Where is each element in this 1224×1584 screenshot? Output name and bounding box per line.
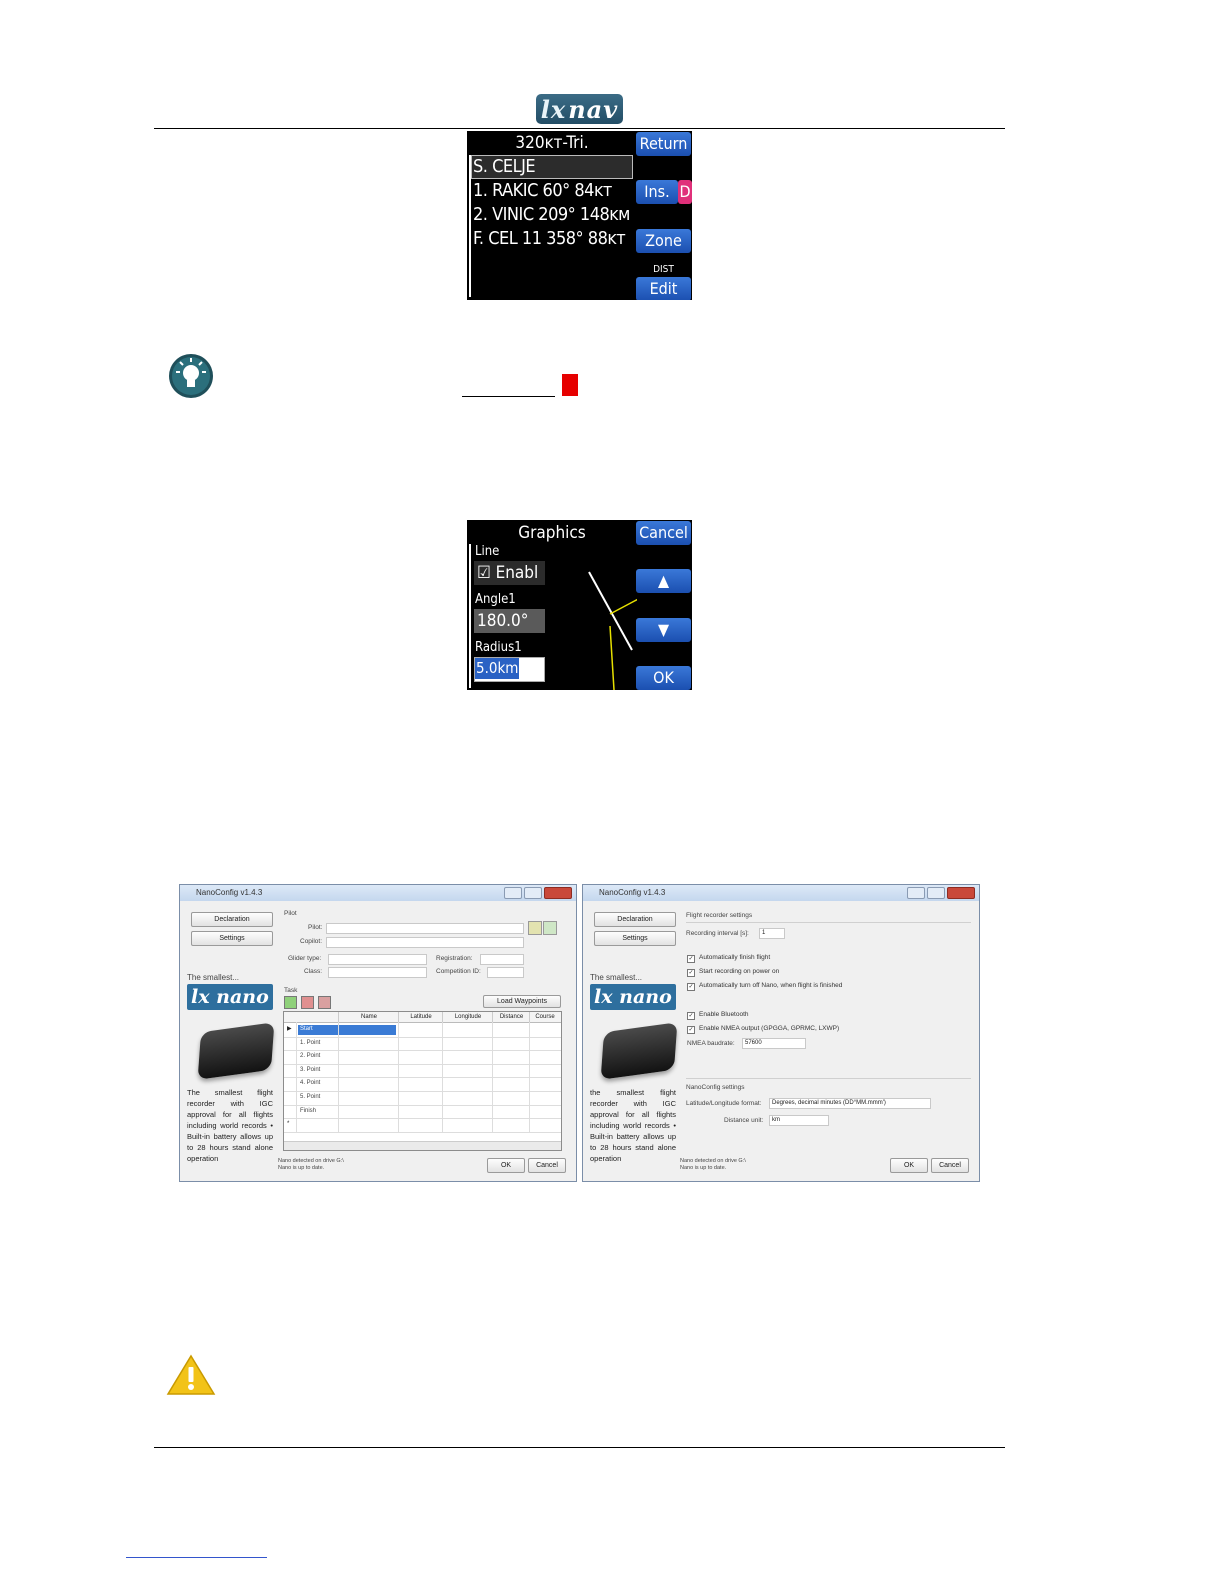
close-icon[interactable] [947,887,975,899]
enable-bluetooth-checkbox[interactable]: ✓ Enable Bluetooth [688,1011,749,1019]
grid-line [442,1022,443,1132]
pilot-search-icon[interactable] [528,921,542,935]
link-underline[interactable] [462,396,555,397]
copilot-field[interactable] [326,937,524,948]
maximize-icon[interactable] [927,887,945,899]
footer-link-underline[interactable] [126,1557,267,1558]
auto-finish-checkbox[interactable]: ✓ Automatically finish flight [688,954,771,962]
table-cell-name[interactable]: 2. Point [300,1053,321,1060]
glider-type-label: Glider type: [288,955,322,962]
lxnano-logo: lx nano [187,984,273,1010]
scrollbar[interactable] [469,544,471,688]
declaration-button[interactable]: Declaration [594,912,676,927]
declaration-button[interactable]: Declaration [191,912,273,927]
table-cell-name[interactable]: 4. Point [300,1080,321,1087]
radius-field-box[interactable] [474,657,545,682]
registration-label: Registration: [436,955,473,962]
task-row-2[interactable]: 2. VINIC 209° 148ᴋᴍ [473,204,630,225]
ok-button[interactable]: OK [487,1158,525,1173]
grid-line [529,1022,530,1132]
nanoconfig-declaration-window [179,884,577,1182]
task-row-1[interactable]: 1. RAKIC 60° 84ᴋᴛ [473,180,612,201]
maximize-icon[interactable] [524,887,542,899]
pilot-label: Pilot: [308,924,323,931]
table-cell-name[interactable]: Start [298,1025,396,1035]
enable-nmea-checkbox[interactable]: ✓ Enable NMEA output (GPGGA, GPRMC, LXWP) [688,1025,840,1033]
window-controls[interactable] [504,887,572,899]
column-header[interactable]: Name [338,1012,399,1022]
pilot-group-label: Pilot [284,910,297,917]
minimize-icon[interactable] [504,887,522,899]
settings-button[interactable]: Settings [191,931,273,946]
cancel-button[interactable]: Cancel [636,521,691,545]
separator [686,922,971,923]
copilot-label: Copilot: [300,938,323,945]
grid-line [296,1022,297,1132]
smallest-text: The smallest... [187,973,240,982]
product-description: the smallest flight recorder with IGC approval for all flights including world records • Built-in battery allows up to 28 hours stand alone operation [590,1088,676,1163]
glider-type-select[interactable] [328,954,427,965]
table-cell-name[interactable]: 3. Point [300,1066,321,1073]
nano-device-image [198,1022,275,1080]
grid-line [338,1022,339,1132]
column-header[interactable]: Longitude [442,1012,493,1022]
nanoconfig-settings-window [582,884,980,1182]
settings-button[interactable]: Settings [594,931,676,946]
task-row-finish[interactable]: F. CEL 11 358° 88ᴋᴛ [473,228,626,249]
graphics-title: Graphics [518,523,586,543]
return-button[interactable]: Return [636,132,691,156]
cancel-button[interactable]: Cancel [931,1158,969,1173]
pilot-add-icon[interactable] [543,921,557,935]
class-select[interactable] [328,967,427,978]
ok-button[interactable]: OK [890,1158,928,1173]
nanoconfig-settings-title: NanoConfig settings [686,1084,745,1091]
minimize-icon[interactable] [907,887,925,899]
row-pointer-icon: ▶ [287,1026,292,1032]
task-table[interactable] [283,1011,562,1151]
flight-recorder-settings-title: Flight recorder settings [686,912,753,919]
zone-preview [577,564,637,690]
latlon-format-select[interactable]: Degrees, decimal minutes (DD°MM.mmm') [769,1098,931,1109]
separator [686,1078,971,1079]
registration-field[interactable] [480,954,524,965]
status-text: Nano detected on drive G:\ Nano is up to date. [680,1158,746,1171]
task-row-start[interactable]: S. CELJE [473,156,536,177]
radius-value[interactable]: 5.0km [476,659,519,677]
table-cell-name[interactable]: 5. Point [300,1094,321,1100]
edit-button[interactable]: Edit [636,277,691,300]
ok-button[interactable]: OK [636,666,691,690]
insert-button[interactable]: Ins. [636,180,678,204]
angle-field[interactable]: 180.0° [474,609,545,633]
header-rule [154,128,1005,129]
distance-unit-label: Distance unit: [724,1117,764,1124]
table-cell-name[interactable] [298,1120,396,1130]
warning-icon [166,1354,216,1398]
nmea-baudrate-label: NMEA baudrate: [687,1040,735,1047]
competition-id-field[interactable] [487,967,524,978]
window-titlebar: NanoConfig v1.4.3 [180,885,576,901]
table-cell-name[interactable]: Finish [300,1107,317,1114]
column-header[interactable]: Latitude [398,1012,443,1022]
graphics-screen [467,520,692,690]
clear-task-icon[interactable] [318,996,331,1009]
remove-point-icon[interactable] [301,996,314,1009]
footer-rule [154,1447,1005,1448]
column-header[interactable]: Distance [492,1012,530,1022]
distance-unit-select[interactable]: km [769,1115,829,1126]
competition-id-label: Competition ID: [436,968,481,975]
latlon-format-label: Latitude/Longitude format: [686,1100,762,1107]
window-titlebar: NanoConfig v1.4.3 [583,885,979,901]
grid-line [492,1022,493,1132]
start-recording-checkbox[interactable]: ✓ Start recording on power on [688,968,780,976]
cancel-button[interactable]: Cancel [528,1158,566,1173]
table-cell-name[interactable]: 1. Point [300,1039,321,1046]
lightbulb-icon [166,352,216,400]
line-label: Line [475,544,500,559]
row-pointer-icon: * [287,1121,290,1128]
lxnano-logo: lx nano [590,984,676,1010]
class-label: Class: [304,968,323,975]
delete-button[interactable]: D [678,180,692,204]
load-waypoints-button[interactable]: Load Waypoints [483,995,561,1008]
down-button[interactable]: ▼ [636,618,691,642]
task-label: Task [284,987,298,994]
zone-button[interactable]: Zone [636,229,691,253]
scrollbar[interactable] [469,155,471,297]
status-text: Nano detected on drive G:\ Nano is up to date. [278,1158,344,1171]
dist-label: DIST [653,264,674,275]
column-header[interactable]: Course [529,1012,560,1022]
add-point-icon[interactable] [284,996,297,1009]
lxnav-logo: lx nav [536,94,623,124]
task-title: 320ᴋᴛ-Tri. [515,133,589,153]
smallest-text: The smallest... [590,973,643,982]
close-icon[interactable] [544,887,572,899]
angle-label: Angle1 [475,592,516,607]
horizontal-scrollbar[interactable] [284,1141,561,1150]
recording-interval-spinner[interactable]: 1 [759,928,785,939]
recording-interval-label: Recording interval [s]: [686,930,749,937]
grid-line [398,1022,399,1132]
nano-device-image [601,1022,678,1080]
enable-checkbox[interactable]: ☑ Enabl [474,561,545,585]
pilot-field[interactable] [326,923,524,934]
task-screen [467,131,692,300]
window-controls[interactable] [907,887,975,899]
product-description: The smallest flight recorder with IGC approval for all flights including world records • Built-in battery allows up to 28 hours stand alone operation [187,1088,273,1163]
up-button[interactable]: ▲ [636,569,691,593]
radius-label: Radius1 [475,640,522,655]
auto-turn-off-checkbox[interactable]: ✓ Automatically turn off Nano, when flight is finished [688,982,843,990]
red-marker [562,374,578,396]
nmea-baudrate-select[interactable]: 57600 [742,1038,806,1049]
